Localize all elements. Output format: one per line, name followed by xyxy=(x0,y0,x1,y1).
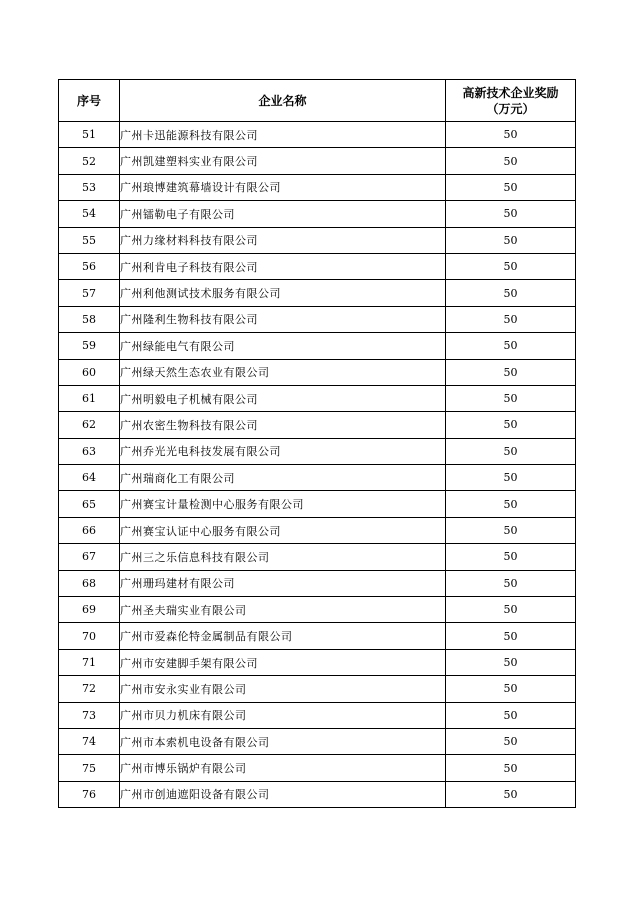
serial-number-cell: 54 xyxy=(59,201,120,227)
serial-number-cell: 66 xyxy=(59,517,120,543)
serial-number-cell: 61 xyxy=(59,385,120,411)
serial-number-cell: 63 xyxy=(59,438,120,464)
award-amount-cell: 50 xyxy=(446,465,576,491)
table-row xyxy=(59,306,576,332)
company-name-cell: 广州力缘材料科技有限公司 xyxy=(120,227,446,253)
header-award-amount xyxy=(446,80,576,122)
table-row xyxy=(59,728,576,754)
award-amount-cell: 50 xyxy=(446,728,576,754)
award-amount-cell: 50 xyxy=(446,755,576,781)
company-name-cell: 广州隆利生物科技有限公司 xyxy=(120,306,446,332)
company-name-cell: 广州赛宝计量检测中心服务有限公司 xyxy=(120,491,446,517)
table-header-row xyxy=(59,80,576,122)
serial-number-cell: 59 xyxy=(59,333,120,359)
table-row xyxy=(59,517,576,543)
award-amount-cell: 50 xyxy=(446,306,576,332)
company-name-cell: 广州明毅电子机械有限公司 xyxy=(120,385,446,411)
award-amount-cell: 50 xyxy=(446,570,576,596)
serial-number-cell: 65 xyxy=(59,491,120,517)
table-row xyxy=(59,570,576,596)
table-row xyxy=(59,781,576,807)
table-row xyxy=(59,623,576,649)
award-amount-cell: 50 xyxy=(446,438,576,464)
award-amount-cell: 50 xyxy=(446,174,576,200)
serial-number-cell: 70 xyxy=(59,623,120,649)
company-name-cell: 广州市安永实业有限公司 xyxy=(120,676,446,702)
table-row xyxy=(59,122,576,148)
serial-number-cell: 71 xyxy=(59,649,120,675)
table-row xyxy=(59,491,576,517)
award-amount-cell: 50 xyxy=(446,544,576,570)
award-amount-cell: 50 xyxy=(446,122,576,148)
serial-number-cell: 51 xyxy=(59,122,120,148)
table-row xyxy=(59,359,576,385)
serial-number-cell: 55 xyxy=(59,227,120,253)
award-amount-cell: 50 xyxy=(446,623,576,649)
company-name-cell: 广州市博乐锅炉有限公司 xyxy=(120,755,446,781)
award-amount-cell: 50 xyxy=(446,412,576,438)
serial-number-cell: 57 xyxy=(59,280,120,306)
company-name-cell: 广州琅博建筑幕墙设计有限公司 xyxy=(120,174,446,200)
table-row xyxy=(59,649,576,675)
company-name-cell: 广州市爱森伦特金属制品有限公司 xyxy=(120,623,446,649)
header-award-amount-title: 高新技术企业奖励 xyxy=(462,85,559,100)
award-amount-cell: 50 xyxy=(446,333,576,359)
header-award-amount-unit: （万元） xyxy=(486,101,535,116)
company-name-cell: 广州绿天然生态农业有限公司 xyxy=(120,359,446,385)
table-row xyxy=(59,253,576,279)
serial-number-cell: 64 xyxy=(59,465,120,491)
serial-number-cell: 56 xyxy=(59,253,120,279)
award-amount-cell: 50 xyxy=(446,702,576,728)
company-name-cell: 广州卡迅能源科技有限公司 xyxy=(120,122,446,148)
company-name-cell: 广州三之乐信息科技有限公司 xyxy=(120,544,446,570)
table-row xyxy=(59,438,576,464)
serial-number-cell: 69 xyxy=(59,597,120,623)
serial-number-cell: 73 xyxy=(59,702,120,728)
serial-number-cell: 68 xyxy=(59,570,120,596)
serial-number-cell: 53 xyxy=(59,174,120,200)
company-name-cell: 广州市本索机电设备有限公司 xyxy=(120,728,446,754)
company-name-cell: 广州赛宝认证中心服务有限公司 xyxy=(120,517,446,543)
serial-number-cell: 60 xyxy=(59,359,120,385)
award-amount-cell: 50 xyxy=(446,676,576,702)
company-name-cell: 广州镭勒电子有限公司 xyxy=(120,201,446,227)
serial-number-cell: 72 xyxy=(59,676,120,702)
table-row xyxy=(59,201,576,227)
company-name-cell: 广州市创迪遮阳设备有限公司 xyxy=(120,781,446,807)
serial-number-cell: 75 xyxy=(59,755,120,781)
serial-number-cell: 62 xyxy=(59,412,120,438)
company-name-cell: 广州农密生物科技有限公司 xyxy=(120,412,446,438)
serial-number-cell: 52 xyxy=(59,148,120,174)
table-row xyxy=(59,174,576,200)
table-row xyxy=(59,465,576,491)
table-body xyxy=(59,122,576,808)
award-amount-cell: 50 xyxy=(446,253,576,279)
serial-number-cell: 67 xyxy=(59,544,120,570)
company-name-cell: 广州绿能电气有限公司 xyxy=(120,333,446,359)
company-name-cell: 广州市安建脚手架有限公司 xyxy=(120,649,446,675)
table-row xyxy=(59,412,576,438)
company-name-cell: 广州市贝力机床有限公司 xyxy=(120,702,446,728)
company-name-cell: 广州乔光光电科技发展有限公司 xyxy=(120,438,446,464)
company-name-cell: 广州瑞商化工有限公司 xyxy=(120,465,446,491)
award-amount-cell: 50 xyxy=(446,781,576,807)
award-table xyxy=(58,79,576,808)
table-row xyxy=(59,333,576,359)
table-row xyxy=(59,148,576,174)
serial-number-cell: 58 xyxy=(59,306,120,332)
award-amount-cell: 50 xyxy=(446,517,576,543)
table-row xyxy=(59,544,576,570)
header-serial-number: 序号 xyxy=(59,80,120,122)
serial-number-cell: 76 xyxy=(59,781,120,807)
award-amount-cell: 50 xyxy=(446,649,576,675)
serial-number-cell: 74 xyxy=(59,728,120,754)
table-row xyxy=(59,227,576,253)
company-name-cell: 广州利肯电子科技有限公司 xyxy=(120,253,446,279)
table-row xyxy=(59,755,576,781)
award-amount-cell: 50 xyxy=(446,385,576,411)
table-row xyxy=(59,597,576,623)
table-row xyxy=(59,702,576,728)
company-name-cell: 广州凯建塑料实业有限公司 xyxy=(120,148,446,174)
header-company-name: 企业名称 xyxy=(120,80,446,122)
award-amount-cell: 50 xyxy=(446,280,576,306)
company-name-cell: 广州珊玛建材有限公司 xyxy=(120,570,446,596)
award-amount-cell: 50 xyxy=(446,201,576,227)
company-name-cell: 广州圣夫瑞实业有限公司 xyxy=(120,597,446,623)
award-amount-cell: 50 xyxy=(446,148,576,174)
table-row xyxy=(59,385,576,411)
company-name-cell: 广州利他测试技术服务有限公司 xyxy=(120,280,446,306)
award-amount-cell: 50 xyxy=(446,597,576,623)
award-amount-cell: 50 xyxy=(446,227,576,253)
award-amount-cell: 50 xyxy=(446,359,576,385)
table-row xyxy=(59,676,576,702)
award-amount-cell: 50 xyxy=(446,491,576,517)
table-row xyxy=(59,280,576,306)
